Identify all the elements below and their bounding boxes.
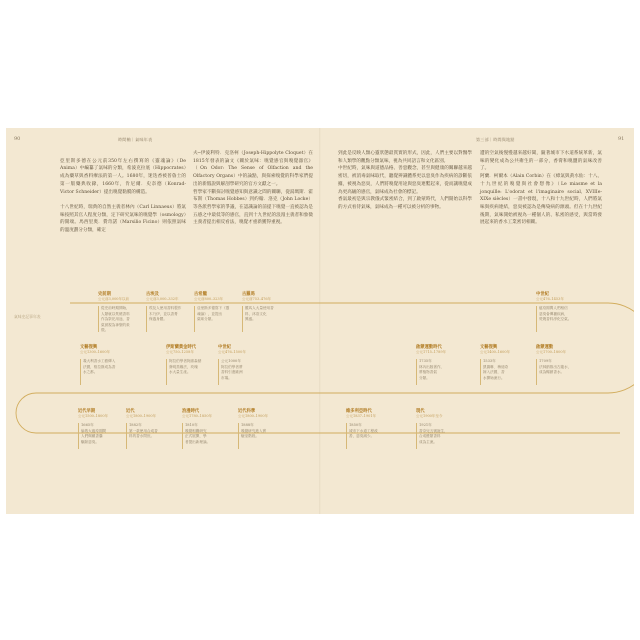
event-text: 埃及人使用香料製作 木乃伊，並以香膏 保養身體。 xyxy=(149,306,182,322)
era-date: 公元1715–1789年 xyxy=(416,350,447,354)
era-date: 公元1800–1900年 xyxy=(238,414,269,418)
era-date: 公元476–1500年 xyxy=(218,350,246,354)
event-marker-line xyxy=(416,359,417,385)
paragraph: 十八世紀時，瑞典的自然主義者林內（Carl Linnaeus）將氣味按照其官人程度分類，定下研究氣味的嗅覺學（osmology）的開端。馬西里奧．費奇諾（Marsilio Ficino）則依照氣味的溫度劃分分類，確定 xyxy=(60,204,186,234)
event-marker-line xyxy=(536,306,537,332)
left-body-column-2: 夫─伊波利特．克洛柯（Joseph-Hippolyte Cloquet）在1815年發表的論文《關於氣味：嗅覺感官與嗅覺器官》（On Odor: The Sense of Olfaction and the Olfactory Organs）中的論點，與探索嗅覺的科學家們提出的新假說與解剖學研究的官方文獻之一。 哲學家不斷探討嗅覺感知與意識之間的關聯，從湯瑪斯．霍布斯（Thomas Hobbes）到約翰．洛克（John Locke）等各派哲學家的爭議，在認識論的前提下嗅覺一直被認為是五感之中最低等的感官，直到十九世紀的浪漫主義者和象徵主義者提出相反看法，嗅覺才重新獲得重視。 xyxy=(193,151,313,226)
event-text: 1709年 法林納推出古龍水， 成為暢銷香水。 xyxy=(539,359,572,375)
era-title: 古埃及 xyxy=(146,292,159,297)
era-date: 公元476–1453年 xyxy=(536,297,564,301)
era-title: 伊斯蘭黃金時代 xyxy=(166,345,197,350)
paragraph: 亞里斯多德在公元前350年左右撰寫的《靈魂論》（De Anima）中編纂了氣味的分類，希波克拉底（Hippocrates）成為藥草與香料療法的第一人。1680年，迷迭香被普魯士的第一版藥典收錄，1660年，肯尼爾．史奈德（Konrad-Victor Schneider）提出嗅覺黏膜的構造。 xyxy=(60,158,186,195)
era-date: 公元1500–1800年 xyxy=(78,414,109,418)
right-folio: 91 xyxy=(618,136,625,142)
era-title: 啟蒙運動時代 xyxy=(416,345,442,350)
era-date: 公元1900年至今 xyxy=(416,414,443,418)
era-title: 近代科學 xyxy=(238,409,256,414)
era-date: 公元1837–1901年 xyxy=(346,414,377,418)
left-folio: 90 xyxy=(14,136,21,142)
era-date: 公元前753–476年 xyxy=(242,297,272,301)
era-date: 公元前3,000年以前 xyxy=(98,297,130,301)
era-date: 公元前800–323年 xyxy=(194,297,224,301)
era-title: 古羅馬 xyxy=(242,292,255,297)
era-date: 公元1300–1600年 xyxy=(80,350,111,354)
event-marker-line xyxy=(242,306,243,332)
era-date: 公元1700–1800年 xyxy=(536,350,567,354)
era-title: 啟蒙運動 xyxy=(536,345,554,350)
left-running-head: 時間軸｜氣味年表 xyxy=(118,137,153,142)
event-marker-line xyxy=(146,306,147,332)
event-text: 公元1000年 阿拉伯學者將 香料引進歐洲 市場。 xyxy=(221,359,243,380)
right-body-column-1: 到此是反映人類心靈狀態最貫實的形式，因此，人們主要以對醫學和人類學的觀點分類氣味，視為共同語言和文化區別。 中世紀時，氣味與道德品格、善惡觀念，甚至與健康的關聯越來越密切，被消毒氣味取代，聽覺辨識體系更以惡臭作為疾病的診斷依據，被視為惡臭，人們將嗅覺用途與惡臭連繫起來，從而讓嗅覺成為更高級的感官，氣味成為社會的標記。 香氣最初是與宗教儀式緊密結合，到了啟蒙時代，人們開始以科學的方式看待氣味，氣味成為一種可以被分析的事物。 xyxy=(338,151,472,210)
event-marker-line xyxy=(194,306,195,332)
event-marker-line xyxy=(480,359,481,385)
event-text: 羅馬人大量使用香 料，沐浴文化 興盛。 xyxy=(245,306,274,322)
era-title: 浪漫時代 xyxy=(182,409,200,414)
event-text: 從史前時期開始， 人類就以焚燒香料 作為祭祀用途，香 氣被視為神聖的象 徵。 xyxy=(101,306,130,333)
event-marker-line xyxy=(126,423,127,449)
era-date: 公元1780–1850年 xyxy=(182,414,213,418)
event-marker-line xyxy=(238,423,239,449)
event-marker-line xyxy=(98,306,99,332)
book-spread xyxy=(6,128,634,514)
right-running-head: 第三部｜時間與地點 xyxy=(476,137,515,142)
event-text: 1888年 嗅覺研究進入實 驗室階段。 xyxy=(241,423,267,439)
event-marker-line xyxy=(166,359,167,385)
era-title: 古希臘 xyxy=(194,292,207,297)
event-text: 1533年 凱薩琳．梅迪奇 嫁入法國，香 水開始流行。 xyxy=(483,359,509,380)
event-text: 1921年 香奈兒五號誕生， 合成醛類香料 成為主流。 xyxy=(419,423,448,444)
event-marker-line xyxy=(416,423,417,449)
event-text: 1882年 第一款使用合成香 料的香水問世。 xyxy=(129,423,158,439)
event-marker-line xyxy=(80,359,81,385)
era-title: 文藝復興 xyxy=(80,345,98,350)
era-title: 中世紀 xyxy=(536,292,549,297)
era-title: 史前期 xyxy=(98,292,111,297)
era-date: 公元前3,000–332年 xyxy=(146,297,179,301)
era-title: 文藝復興 xyxy=(480,345,498,350)
era-title: 近代 xyxy=(126,409,135,414)
timeline-side-label: 氣味史記事年表 xyxy=(14,314,41,319)
event-marker-line xyxy=(536,359,537,385)
event-marker-line xyxy=(346,423,347,449)
era-title: 維多利亞時代 xyxy=(346,409,372,414)
event-text: 1665年 倫敦大瘟疫期間 人們佩戴香囊 驅除惡臭。 xyxy=(81,423,107,444)
era-title: 中世紀 xyxy=(218,345,231,350)
event-marker-line xyxy=(78,423,79,449)
event-marker-line xyxy=(182,423,183,449)
event-marker-line xyxy=(218,359,219,385)
event-text: 1810年 嗅覺相關研究 正式展開，學 者提出新理論。 xyxy=(185,423,211,444)
era-date: 公元750–1258年 xyxy=(166,350,194,354)
event-text: 義大利香水工藝傳入 法國，格拉斯成為香 水之都。 xyxy=(83,359,116,375)
event-text: 瘟疫期間人們相信 惡臭會傳播疾病， 焚燒香料淨化空氣。 xyxy=(539,306,572,322)
event-text: 阿拉伯學者阿維森納 發明蒸餾法，玫瑰 水大量生產。 xyxy=(169,359,202,375)
era-title: 近代早期 xyxy=(78,409,96,414)
era-date: 公元1400–1600年 xyxy=(480,350,511,354)
event-text: 1735年 林內出版著作， 將植物香氣 分類。 xyxy=(419,359,445,380)
era-title: 現代 xyxy=(416,409,425,414)
event-text: 1850年 城市下水道工程改 善，惡臭減少。 xyxy=(349,423,378,439)
event-text: 亞里斯多德寫下《靈 魂論》，並提出 氣味分類。 xyxy=(197,306,230,322)
right-body-column-2: 遭的空氣後慢慢越來越好聞，隨著城市下水道系統革新，氣味的變化成為公共衛生的一部分，香膏和嗅鹽的氣味改善了。 阿蘭．柯爾本（Alain Corbin）在《瘴氣與黃水仙：十八、十九世紀的嗅覺與社會想像》（Le miasme et la jonquille: L'odorat et l'imaginaire social, XVIIIe-XIXe siècles）一書中發現，十八和十九世紀時，人們將氣味與疾病連結，惡臭被認為是傳染病的源頭。但在十九世紀後期，氣味開始被視為一種個人的、私密的感受，與當時發展起來的香水工業密切相關。 xyxy=(480,151,602,226)
era-date: 公元1800–1900年 xyxy=(126,414,157,418)
